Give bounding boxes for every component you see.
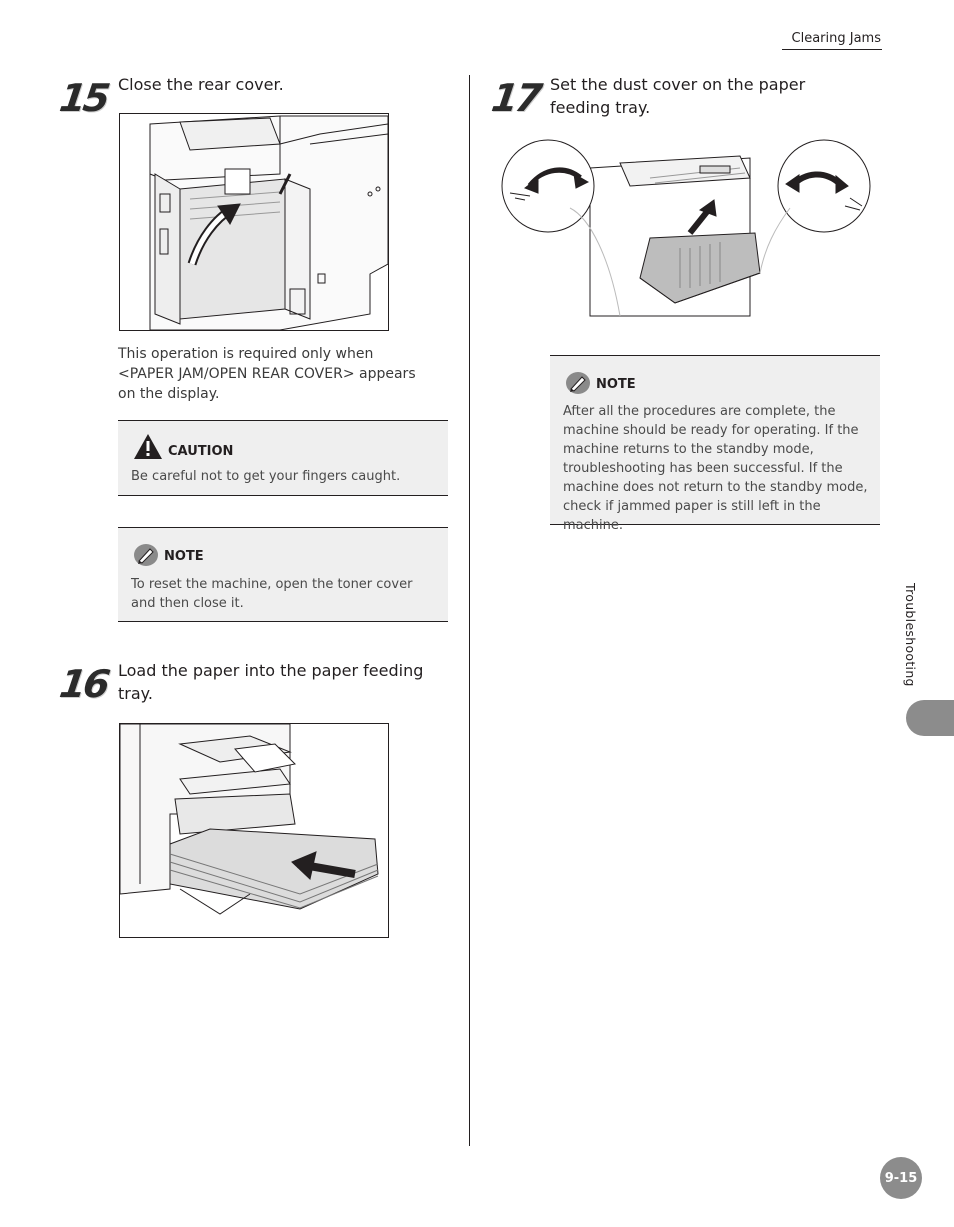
step-16-number: 16: [56, 662, 110, 706]
step-15-text: Close the rear cover.: [118, 75, 284, 94]
rear-cover-illustration: [119, 113, 389, 331]
section-title: Clearing Jams: [791, 31, 881, 46]
step-17-number: 17: [488, 76, 542, 120]
caution-title: CAUTION: [168, 444, 234, 459]
step-16-text: Load the paper into the paper feeding tray.: [118, 661, 424, 703]
note-2-text: After all the procedures are complete, the machine should be ready for operating. If the machine returns to the standby mode, troubleshooting has been successful. If the machine does not return to the standby mode, check if jammed paper is still left in the machine.: [563, 404, 868, 533]
dust-cover-illustration: [500, 138, 872, 318]
note-callout-1: [118, 527, 448, 622]
step-17-text: Set the dust cover on the paper feeding tray.: [550, 75, 806, 117]
pencil-note-icon: [565, 371, 591, 399]
note-1-title: NOTE: [164, 549, 204, 564]
note-1-text: To reset the machine, open the toner cover and then close it.: [131, 577, 413, 611]
load-paper-illustration: [119, 723, 389, 938]
chapter-label: Troubleshooting: [903, 583, 918, 687]
step-15-number: 15: [56, 76, 110, 120]
note-2-title: NOTE: [596, 377, 636, 392]
caution-text: Be careful not to get your fingers caught.: [131, 469, 401, 484]
step-15-info: This operation is required only when <PAPER JAM/OPEN REAR COVER> appears on the display.: [118, 346, 416, 402]
note-callout-2: [550, 355, 880, 533]
chapter-tab: [906, 700, 954, 736]
column-divider: [469, 75, 470, 1146]
caution-callout: [118, 420, 448, 496]
warning-triangle-icon: [133, 433, 163, 464]
header-rule: [782, 49, 882, 50]
pencil-note-icon: [133, 543, 159, 571]
page-number: 9-15: [880, 1157, 922, 1199]
